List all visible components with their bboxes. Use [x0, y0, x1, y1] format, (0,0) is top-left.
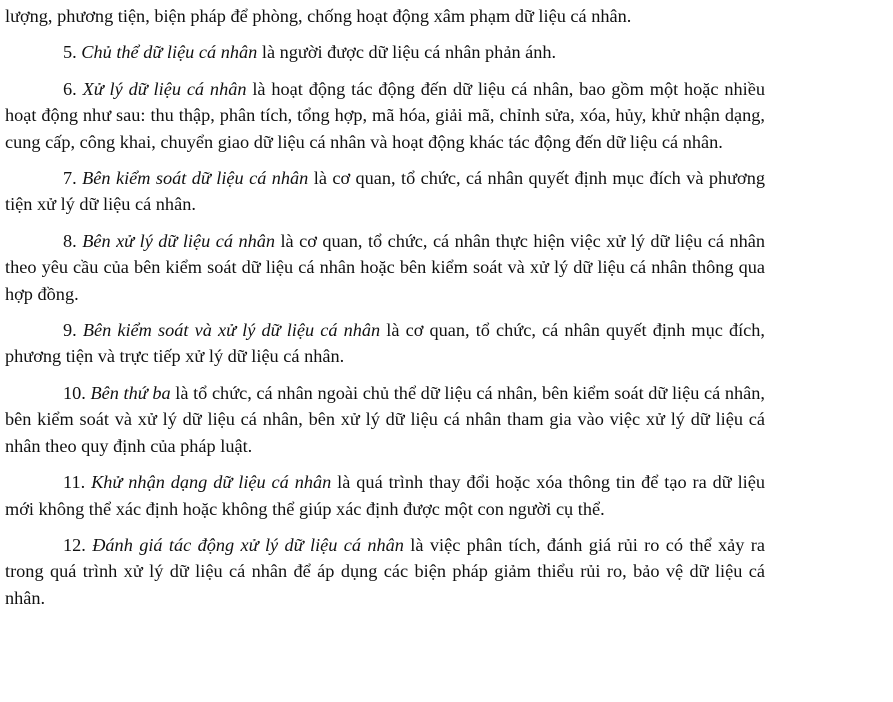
- defined-term: Chủ thể dữ liệu cá nhân: [81, 42, 258, 63]
- item-number: 8.: [63, 230, 83, 251]
- item-number: 11.: [63, 472, 92, 493]
- defined-term: Bên kiểm soát và xử lý dữ liệu cá nhân: [82, 320, 381, 341]
- defined-term: Bên thứ ba: [90, 382, 171, 403]
- paragraph-10: [5, 380, 765, 459]
- paragraph-9: [5, 317, 765, 370]
- defined-term: Bên kiểm soát dữ liệu cá nhân: [82, 168, 309, 189]
- item-number: 9.: [63, 320, 83, 341]
- paragraph-11: [5, 469, 765, 522]
- definition-text: là tổ chức, cá nhân ngoài chủ thể dữ liệu cá nhân, bên kiểm soát dữ liệu cá nhân, bên kiểm soát và xử lý dữ liệu cá nhân, bên xử lý dữ liệu cá nhân tham gia vào việc xử lý dữ liệu cá nhân theo quy định của pháp luật.: [5, 382, 765, 456]
- paragraph-6: [5, 76, 765, 155]
- definition-text: là cơ quan, tổ chức, cá nhân quyết định mục đích và phương tiện xử lý dữ liệu cá nhân.: [5, 168, 765, 215]
- paragraph-continuation: [5, 3, 765, 29]
- defined-term: Xử lý dữ liệu cá nhân: [82, 78, 247, 99]
- defined-term: Đánh giá tác động xử lý dữ liệu cá nhân: [92, 534, 404, 555]
- definition-text: là hoạt động tác động đến dữ liệu cá nhân, bao gồm một hoặc nhiều hoạt động như sau: thu thập, phân tích, tổng hợp, mã hóa, giải mã, chỉnh sửa, xóa, hủy, khử nhận dạng, cung cấp, công khai, chuyển giao dữ liệu cá nhân và hoạt động khác tác động đến dữ liệu cá nhân.: [5, 78, 766, 152]
- definition-text: là cơ quan, tổ chức, cá nhân thực hiện việc xử lý dữ liệu cá nhân theo yêu cầu của bên kiểm soát dữ liệu cá nhân hoặc bên kiểm soát và xử lý dữ liệu cá nhân thông qua hợp đồng.: [5, 230, 766, 304]
- item-number: 12.: [63, 534, 93, 555]
- definition-text: là việc phân tích, đánh giá rủi ro có thể xảy ra trong quá trình xử lý dữ liệu cá nhân để áp dụng các biện pháp giảm thiểu rủi ro, bảo vệ dữ liệu cá nhân.: [5, 534, 766, 608]
- paragraph-5: [5, 39, 765, 65]
- paragraph-text: lượng, phương tiện, biện pháp để phòng, chống hoạt động xâm phạm dữ liệu cá nhân.: [5, 6, 632, 26]
- definition-text: là quá trình thay đổi hoặc xóa thông tin để tạo ra dữ liệu mới không thể xác định hoặc không thể giúp xác định được một con người cụ thể.: [5, 472, 765, 519]
- defined-term: Bên xử lý dữ liệu cá nhân: [82, 230, 276, 251]
- definition-text: là người được dữ liệu cá nhân phản ánh.: [257, 42, 557, 63]
- item-number: 10.: [63, 382, 91, 403]
- document-body: [5, 3, 765, 621]
- item-number: 6.: [63, 78, 83, 99]
- definition-text: là cơ quan, tổ chức, cá nhân quyết định mục đích, phương tiện và trực tiếp xử lý dữ liệu cá nhân.: [5, 320, 765, 367]
- defined-term: Khử nhận dạng dữ liệu cá nhân: [91, 472, 332, 493]
- item-number: 7.: [63, 168, 83, 189]
- item-number: 5.: [63, 42, 82, 63]
- paragraph-7: [5, 165, 765, 218]
- paragraph-12: [5, 532, 765, 611]
- paragraph-8: [5, 228, 765, 307]
